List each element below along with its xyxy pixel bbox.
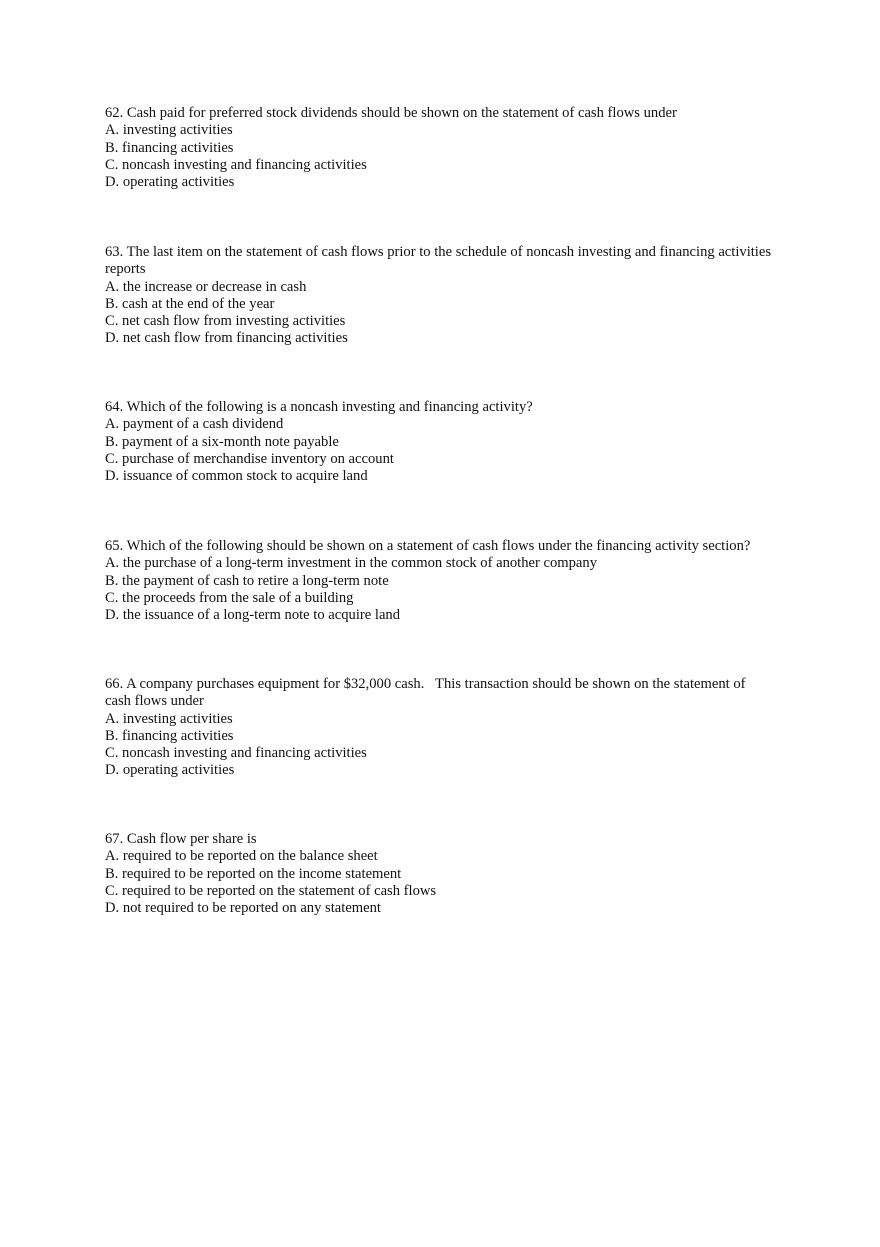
question-64 xyxy=(105,399,773,485)
answer-option: B. payment of a six-month note payable xyxy=(105,433,339,450)
answer-option: D. operating activities xyxy=(105,762,235,779)
answer-option: D. issuance of common stock to acquire land xyxy=(105,468,368,485)
answer-option: C. the proceeds from the sale of a building xyxy=(105,589,354,606)
question-stem: 62. Cash paid for preferred stock dividends should be shown on the statement of cash flows under xyxy=(105,105,677,121)
question-stem: 65. Which of the following should be shown on a statement of cash flows under the financing activity section? xyxy=(105,538,751,554)
question-63 xyxy=(105,244,773,348)
question-62 xyxy=(105,105,773,191)
answer-option: D. not required to be reported on any statement xyxy=(105,900,381,917)
answer-option: A. the increase or decrease in cash xyxy=(105,278,307,295)
answer-option: A. payment of a cash dividend xyxy=(105,416,284,433)
answer-option: B. required to be reported on the income statement xyxy=(105,865,402,882)
answer-option: A. investing activities xyxy=(105,122,233,139)
question-67 xyxy=(105,831,773,917)
question-65 xyxy=(105,538,773,624)
answer-option: B. financing activities xyxy=(105,727,234,744)
question-stem: 63. The last item on the statement of cash flows prior to the schedule of noncash investing and financing activities reports xyxy=(105,244,775,278)
answer-option: B. financing activities xyxy=(105,139,234,156)
answer-option: A. investing activities xyxy=(105,710,233,727)
answer-option: A. required to be reported on the balance sheet xyxy=(105,848,378,865)
question-66 xyxy=(105,676,773,780)
question-stem: 64. Which of the following is a noncash investing and financing activity? xyxy=(105,399,533,415)
answer-option: C. noncash investing and financing activities xyxy=(105,745,367,762)
answer-option: D. the issuance of a long-term note to acquire land xyxy=(105,607,401,624)
answer-option: C. required to be reported on the statement of cash flows xyxy=(105,882,437,899)
answer-option: D. net cash flow from financing activities xyxy=(105,330,348,347)
answer-option: A. the purchase of a long-term investment in the common stock of another company xyxy=(105,555,597,572)
answer-option: B. cash at the end of the year xyxy=(105,295,275,312)
answer-option: C. net cash flow from investing activities xyxy=(105,313,346,330)
question-stem: 66. A company purchases equipment for $32,000 cash. This transaction should be shown on the statement of cash flows under xyxy=(105,676,750,710)
question-stem: 67. Cash flow per share is xyxy=(105,831,257,847)
answer-option: D. operating activities xyxy=(105,174,235,191)
answer-option: C. purchase of merchandise inventory on account xyxy=(105,450,394,467)
answer-option: C. noncash investing and financing activities xyxy=(105,156,367,173)
answer-option: B. the payment of cash to retire a long-term note xyxy=(105,572,389,589)
